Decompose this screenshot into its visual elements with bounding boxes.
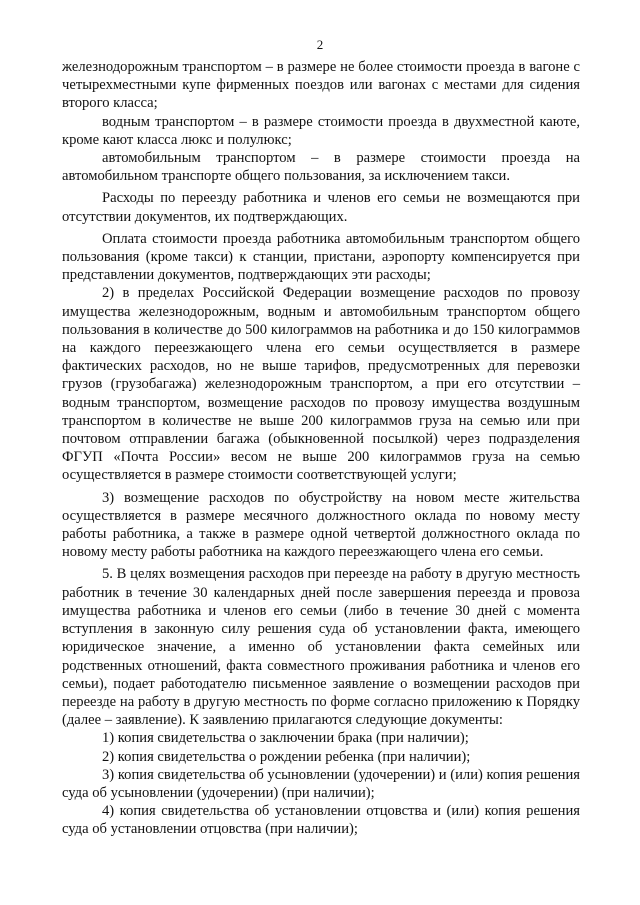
paragraph-water-transport: водным транспортом – в размере стоимости проезда в двухместной каюте, кроме кают класса люкс и полулюкс; — [62, 113, 580, 148]
paragraph-item-3-settling: 3) возмещение расходов по обустройству на новом месте жительства осуществляется в размере месячного должностного оклада по новому месту работы работника, а также в размере одной четвертой должностного оклада по новому месту работы работника на каждого переезжающего члена его семьи. — [62, 489, 580, 561]
paragraph-rail-transport: железнодорожным транспортом – в размере не более стоимости проезда в вагоне с четырехместными купе фирменных поездов или вагонах с местами для сидения второго класса; — [62, 59, 580, 112]
list-item-birth-certificate: 2) копия свидетельства о рождении ребенка (при наличии); — [102, 748, 471, 765]
page-number: 2 — [316, 37, 324, 52]
paragraph-item-2-property: 2) в пределах Российской Федерации возмещение расходов по провозу имущества железнодорожным, водным и автомобильным транспортом общего пользования в количестве до 500 килограммов на работника и до 150 килограммов на каждого переезжающего члена его семьи осуществляется в размере фактических расходов, но не выше тарифов, предусмотренных для перевозки грузов (грузобагажа) железнодорожным транспортом, а при его отсутствии – водным транспортом, возмещение расходов по провозу имущества воздушным транспортом в количестве не выше 200 килограммов груза на семью или при почтовом отправлении багажа (обыкновенной посылкой) через подразделения ФГУП «Почта России» весом не выше 200 килограммов груза на семью осуществляется в размере стоимости соответствующей услуги; — [62, 285, 580, 484]
paragraph-station-fare: Оплата стоимости проезда работника автомобильным транспортом общего пользования (кроме такси) к станции, пристани, аэропорту компенсируется при представлении документов, подтверждающих эти расходы; — [62, 230, 580, 284]
paragraph-road-transport: автомобильным транспортом – в размере стоимости проезда на автомобильном транспорте общего пользования, за исключением такси. — [62, 150, 580, 185]
paragraph-item-5-application: 5. В целях возмещения расходов при переезде на работу в другую местность работник в течение 30 календарных дней после завершения переезда и провоза имущества работника и членов его семьи (либо в течение 30 дней с момента вступления в законную силу решения суда об установлении факта, имеющего юридическое значение, а именно об установлении факта семейных или родственных отношений, факта совместного проживания работника и членов его семьи), подает работодателю письменное заявление о возмещении расходов при переезде на работу в другую местность по форме согласно приложению к Порядку (далее – заявление). К заявлению прилагаются следующие документы: — [62, 566, 580, 729]
document-body — [62, 58, 580, 839]
list-item-adoption-certificate: 3) копия свидетельства об усыновлении (удочерении) и (или) копия решения суда об усыновлении (удочерении) (при наличии); — [62, 766, 580, 801]
list-item-paternity-certificate: 4) копия свидетельства об установлении отцовства и (или) копия решения суда об установлении отцовства (при наличии); — [62, 803, 580, 838]
list-item-marriage-certificate: 1) копия свидетельства о заключении брака (при наличии); — [102, 730, 469, 747]
paragraph-no-documents: Расходы по переезду работника и членов его семьи не возмещаются при отсутствии документов, их подтверждающих. — [62, 190, 580, 225]
